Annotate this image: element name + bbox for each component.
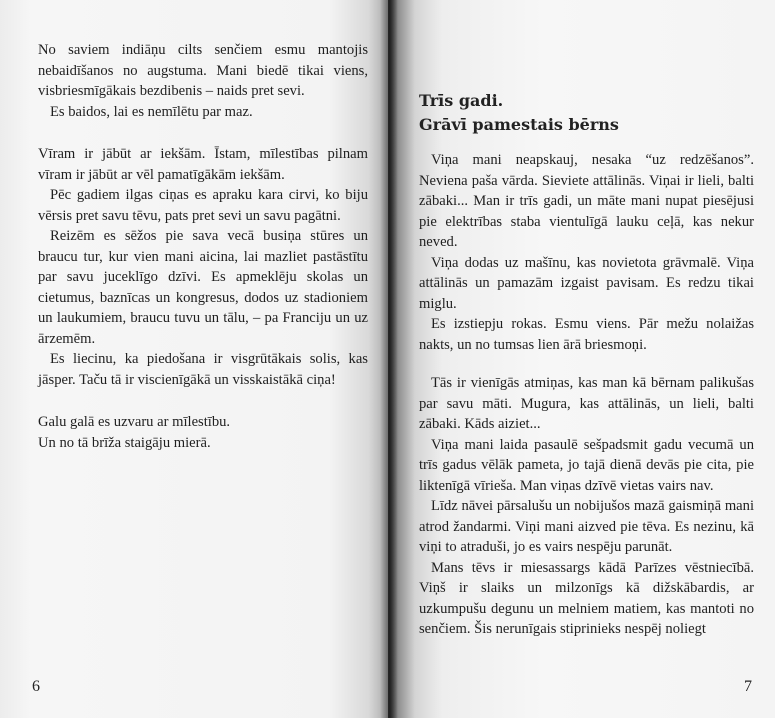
left-paragraph-7: Galu galā es uzvaru ar mīlestību. <box>38 414 231 430</box>
left-paragraph-5: Reizēm es sēžos pie sava vecā busiņa stūres un braucu tur, kur vien mani aicina, lai mazliet pastāstītu par savu juceklīgo dzīvi. Es apmeklēju skolas un cietumus, baznīcas un kongresus, dodos uz stadioniem un laukumiem, braucu tuvu un tālu, – pa Franciju un uz ārzemēm. <box>38 228 368 347</box>
right-paragraph-1: Viņa mani neapskauj, nesaka “uz redzēšanos”. Neviena paša vārda. Sieviete attālinās. Viņai ir lieli, balti zābaki... Man ir trīs gadi, un māte mani nupat piesējusi pie elektrības staba vientulīgā lauku ceļā, kas nekur neved. <box>419 152 754 250</box>
chapter-title-line-2: Grāvī pamestais bērns <box>419 115 619 134</box>
left-paragraph-6: Es liecinu, ka piedošana ir visgrūtākais solis, kas jāsper. Taču tā ir viscienīgākā un visskaistākā ciņa! <box>38 351 368 388</box>
right-paragraph-6: Līdz nāvei pārsalušu un nobijušos mazā gaismiņā mani atrod žandarmi. Viņi mani aizved pie tēva. Es nezinu, kā viņi to atraduši, jo es vairs nespēju parunāt. <box>419 498 754 555</box>
left-paragraph-4: Pēc gadiem ilgas ciņas es apraku kara cirvi, ko biju vērsis pret savu tēvu, pats pret sevi un savu pagātni. <box>38 187 368 224</box>
left-page-number: 6 <box>32 678 40 695</box>
right-paragraph-5: Viņa mani laida pasaulē sešpadsmit gadu vecumā un trīs gadus vēlāk pameta, jo tajā dienā devās pie cita, pie liktenīgā vīrieša. Man viņas dzīvē vietas vairs nav. <box>419 436 754 494</box>
left-page-text <box>38 40 368 453</box>
left-paragraph-3: Vīram ir jābūt ar iekšām. Īstam, mīlestības pilnam vīram ir jābūt ar vēl pamatīgākām iekšām. <box>38 146 368 183</box>
right-page <box>388 0 775 718</box>
right-paragraph-7: Mans tēvs ir miesassargs kādā Parīzes vēstniecībā. Viņš ir slaiks un milzonīgs kā dižskābardis, ar uzkumpušu degunu un melniem matiem, kas mantoti no senčiem. Šis nerunīgais stiprinieks nespēj noliegt <box>419 559 754 637</box>
left-paragraph-2: Es baidos, lai es nemīlētu par maz. <box>50 103 253 120</box>
chapter-title-line-1: Trīs gadi. <box>419 91 504 110</box>
right-page-text <box>419 150 754 640</box>
right-page-number: 7 <box>744 678 752 695</box>
right-paragraph-2: Viņa dodas uz mašīnu, kas novietota grāvmalē. Viņa attālinās un pamazām izgaist pavisam. Es redzu tikai miglu. <box>419 254 754 312</box>
book-gutter-shadow <box>380 0 398 718</box>
right-paragraph-3: Es izstiepju rokas. Esmu viens. Pār mežu nolaižas nakts, un no tumsas lien ārā briesmoņi. <box>419 316 754 353</box>
left-paragraph-8: Un no tā brīža staigāju mierā. <box>38 434 211 451</box>
chapter-title <box>419 89 739 137</box>
right-paragraph-4: Tās ir vienīgās atmiņas, kas man kā bērnam palikušas par savu māti. Mugura, kas attālinās, un lieli, balti zābaki. Kāds aiziet... <box>419 375 754 432</box>
left-paragraph-1: No saviem indiāņu cilts senčiem esmu mantojis nebaidīšanos no augstuma. Mani biedē tikai viens, visbriesmīgākais bezdibenis – naids pret sevi. <box>38 42 368 99</box>
